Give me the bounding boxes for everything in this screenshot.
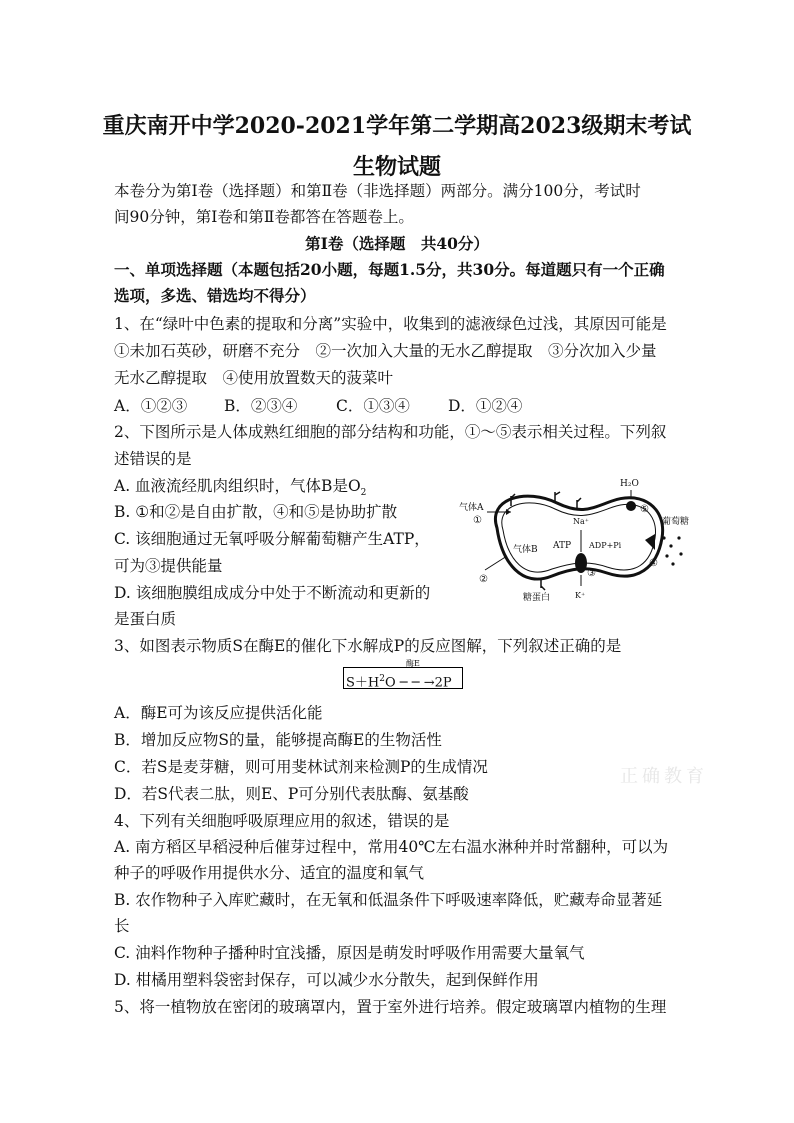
fig-channel-5 (626, 501, 636, 511)
section-heading: 第Ⅰ卷（选择题 共40分） (305, 234, 489, 253)
q3-option-a[interactable]: A．酶E可为该反应提供活化能 (114, 704, 323, 722)
q4-option-c[interactable]: C. 油料作物种子播种时宜浅播，原因是萌发时呼吸作用需要大量氧气 (114, 944, 585, 962)
q1-option-d[interactable]: D．①②④ (448, 397, 523, 415)
glucose-dot (677, 536, 680, 539)
intro-line-2: 间90分钟，第Ⅰ卷和第Ⅱ卷都答在答题卷上。 (114, 208, 414, 226)
gas-a-arrowhead (506, 509, 511, 515)
q1-line-2: ①未加石英砂，研磨不充分 ②一次加入大量的无水乙醇提取 ③分次加入少量 (114, 342, 657, 360)
part-title-line-2: 选项，多选、错选均不得分） (114, 286, 316, 305)
glucose-dot (679, 552, 682, 555)
q2-option-d-line-2: 是蛋白质 (114, 610, 177, 628)
exam-title: 重庆南开中学2020-2021学年第二学期高2023级期末考试 (102, 113, 692, 139)
q1-line-1: 1、在“绿叶中色素的提取和分离”实验中，收集到的滤液绿色过浅，其原因可能是 (114, 315, 667, 333)
fig-num-3: ③ (587, 568, 596, 579)
fig-num-5: ⑤ (640, 504, 649, 515)
fig-glycoprotein: 糖蛋白 (523, 593, 551, 603)
q2-option-a-subscript: 2 (360, 488, 367, 499)
intro-line-1: 本卷分为第Ⅰ卷（选择题）和第Ⅱ卷（非选择题）两部分。满分100分，考试时 (114, 182, 641, 200)
eq-enzyme-label: 酶E (406, 659, 420, 668)
fig-num-2: ② (479, 574, 488, 585)
q3-option-b[interactable]: B．增加反应物S的量，能够提高酶E的生物活性 (114, 731, 442, 749)
fig-pump-3 (575, 553, 587, 573)
eq-left: S＋H (346, 675, 380, 691)
fig-adp: ADP+Pi (589, 541, 622, 550)
q3-stem: 3、如图表示物质S在酶E的催化下水解成P的反应图解，下列叙述正确的是 (114, 637, 622, 655)
q5-stem: 5、将一植物放在密闭的玻璃罩内，置于室外进行培养。假定玻璃罩内植物的生理 (114, 998, 667, 1016)
eq-sup: 2 (379, 674, 385, 684)
q1-option-a[interactable]: A．①②③ (114, 397, 188, 415)
q1-option-c[interactable]: C．①③④ (336, 397, 410, 415)
glucose-dot (669, 544, 672, 547)
fig-water: H₂O (620, 479, 639, 489)
part-title-line-1: 一、单项选择题（本题包括20小题，每题1.5分，共30分。每道题只有一个正确 (114, 260, 665, 279)
glucose-dot (665, 554, 668, 557)
glucose-carrier (645, 534, 655, 550)
red-blood-cell-diagram (457, 468, 689, 603)
q2-option-c-line-2: 可为③提供能量 (114, 557, 223, 575)
q1-line-3: 无水乙醇提取 ④使用放置数天的菠菜叶 (114, 369, 394, 387)
exam-subtitle: 生物试题 (352, 154, 441, 180)
fig-atp: ATP (553, 541, 572, 551)
q2-option-a-text: A. 血液流经肌肉组织时，气体B是O (114, 477, 361, 495)
glucose-dot (671, 562, 674, 565)
q4-option-b-line-2: 长 (114, 917, 130, 935)
q4-stem: 4、下列有关细胞呼吸原理应用的叙述，错误的是 (114, 812, 450, 830)
q4-option-a-line-1[interactable]: A. 南方稻区早稻浸种后催芽过程中，常用40℃左右温水淋种并时常翻种，可以为 (114, 838, 669, 856)
q4-option-a-line-2: 种子的呼吸作用提供水分、适宜的温度和氧气 (114, 864, 425, 882)
q1-options (114, 395, 522, 417)
q3-option-d[interactable]: D．若S代表二肽，则E、P可分别代表肽酶、氨基酸 (114, 785, 469, 803)
fig-num-1: ① (473, 515, 482, 526)
glycan-top-1 (511, 494, 515, 506)
q2-option-c-line-1[interactable]: C. 该细胞通过无氧呼吸分解葡萄糖产生ATP， (114, 530, 430, 548)
q4-option-b-line-1[interactable]: B. 农作物种子入库贮藏时，在无氧和低温条件下呼吸速率降低，贮藏寿命显著延 (114, 891, 663, 909)
q2-option-d-line-1[interactable]: D. 该细胞膜组成成分中处于不断流动和更新的 (114, 584, 431, 602)
q1-option-b[interactable]: B．②③④ (224, 397, 298, 415)
q3-reaction-equation (343, 659, 463, 691)
q4-option-d[interactable]: D. 柑橘用塑料袋密封保存，可以减少水分散失，起到保鲜作用 (114, 971, 539, 989)
glucose-dot (662, 536, 665, 539)
q2-line-2: 述错误的是 (114, 450, 192, 468)
watermark: 正确教育 (620, 766, 708, 787)
fig-num-4: ④ (649, 558, 658, 569)
fig-gas-b: 气体B (513, 545, 538, 555)
eq-right: O ─ ─ →2P (384, 675, 452, 691)
fig-gas-a: 气体A (459, 503, 484, 513)
q2-option-b[interactable]: B. ①和②是自由扩散，④和⑤是协助扩散 (114, 503, 398, 521)
q2-line-1: 2、下图所示是人体成熟红细胞的部分结构和功能，①～⑤表示相关过程。下列叙 (114, 423, 667, 441)
fig-glucose: 葡萄糖 (662, 517, 689, 527)
q3-option-c[interactable]: C．若S是麦芽糖，则可用斐林试剂来检测P的生成情况 (114, 758, 488, 776)
gas-b-arrow (485, 556, 507, 570)
fig-na: Na⁺ (573, 517, 589, 526)
glycan-top-2 (555, 492, 560, 503)
fig-k: K⁺ (575, 591, 586, 600)
q2-option-a[interactable] (114, 475, 366, 504)
